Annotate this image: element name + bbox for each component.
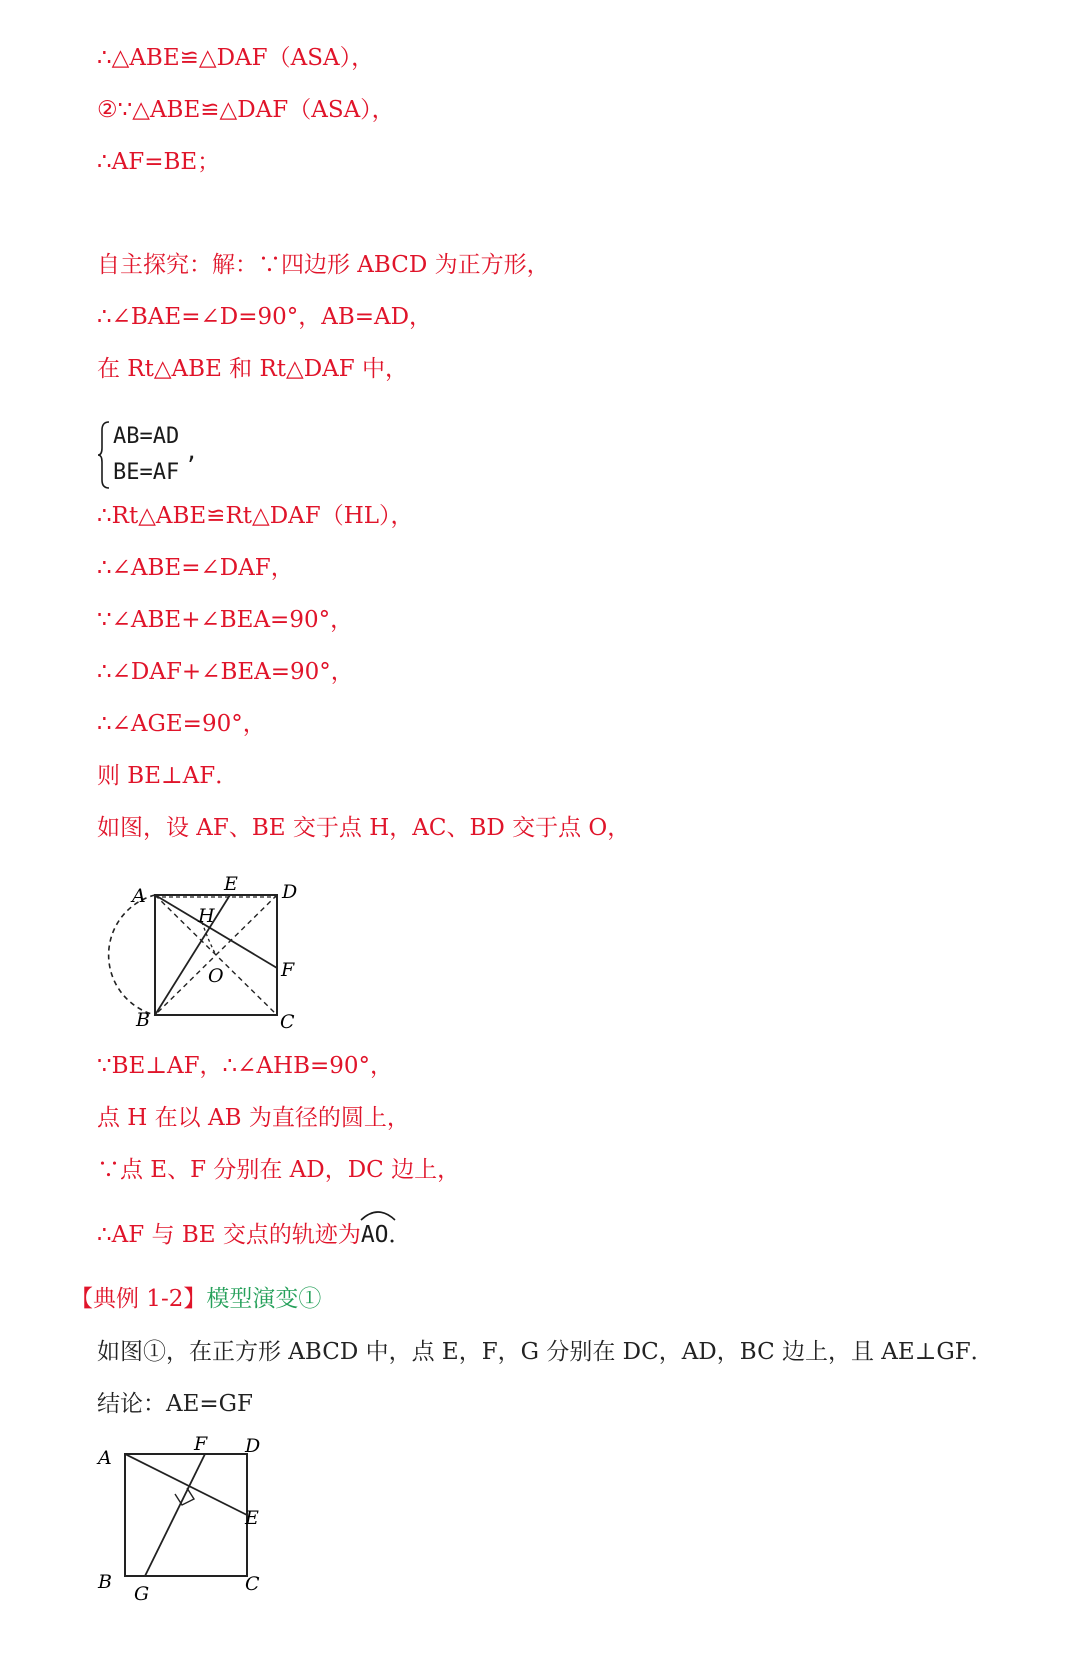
label-A: A [132, 885, 146, 907]
proof-locus [97, 1220, 412, 1250]
equation-1: AB=AD [113, 424, 180, 449]
proof-line-2: ②∵△ABE≌△DAF（ASA）， [97, 97, 395, 123]
explore-intro: 自主探究：解：∵四边形 ABCD 为正方形， [97, 252, 550, 278]
proof-sum-2: ∴∠DAF+∠BEA=90°， [97, 659, 354, 685]
label-O: O [208, 965, 224, 987]
proof-congruent-hl: ∴Rt△ABE≌Rt△DAF（HL）， [97, 503, 414, 529]
example-header [70, 1284, 321, 1314]
equation-system [97, 420, 217, 490]
figure-square-circle [90, 860, 310, 1035]
proof-right-angle: ∴∠AGE=90°， [97, 711, 266, 737]
label-A2: A [98, 1447, 112, 1469]
proof-line-3: ∴AF=BE； [97, 149, 221, 175]
arc-ao [361, 1220, 389, 1250]
proof-perpendicular: 则 BE⊥AF． [97, 763, 239, 789]
locus-text: ∴AF 与 BE 交点的轨迹为 [97, 1222, 361, 1248]
label-B: B [136, 1009, 150, 1031]
label-B2: B [98, 1571, 112, 1593]
proof-points: ∵点 E、F 分别在 AD，DC 边上， [97, 1157, 461, 1183]
figure-intro: 如图，设 AF、BE 交于点 H，AC、BD 交于点 O， [97, 815, 631, 841]
left-brace [97, 420, 111, 490]
equation-2: BE=AF [113, 460, 180, 485]
example-title: 模型演变① [206, 1286, 322, 1312]
example-conclusion: 结论：AE=GF [97, 1391, 254, 1417]
label-G2: G [134, 1583, 150, 1605]
proof-ahb: ∵BE⊥AF，∴∠AHB=90°， [97, 1053, 394, 1079]
proof-angles: ∴∠BAE=∠D=90°，AB=AD， [97, 304, 433, 330]
label-E: E [224, 873, 238, 895]
label-C2: C [245, 1573, 260, 1595]
equation-comma: , [185, 440, 199, 465]
figure-square-perpendicular [90, 1432, 280, 1617]
proof-circle: 点 H 在以 AB 为直径的圆上， [97, 1105, 410, 1131]
locus-period: ． [388, 1222, 412, 1248]
label-H: H [198, 905, 215, 927]
label-D: D [282, 881, 298, 903]
label-D2: D [245, 1435, 261, 1457]
label-F2: F [194, 1433, 208, 1455]
proof-in-rt: 在 Rt△ABE 和 Rt△DAF 中， [97, 356, 409, 382]
example-label: 【典例 1-2】 [70, 1286, 207, 1312]
arc-symbol-icon [359, 1206, 397, 1222]
proof-line-1: ∴△ABE≌△DAF（ASA）， [97, 45, 375, 71]
label-C: C [280, 1011, 295, 1033]
example-description: 如图①，在正方形 ABCD 中，点 E，F，G 分别在 DC，AD，BC 边上，且 AE⊥GF． [97, 1339, 994, 1365]
proof-angle-equal: ∴∠ABE=∠DAF， [97, 555, 294, 581]
arc-label: AO [360, 1222, 389, 1248]
label-F: F [281, 959, 295, 981]
label-E2: E [245, 1507, 259, 1529]
proof-sum-1: ∵∠ABE+∠BEA=90°， [97, 607, 354, 633]
